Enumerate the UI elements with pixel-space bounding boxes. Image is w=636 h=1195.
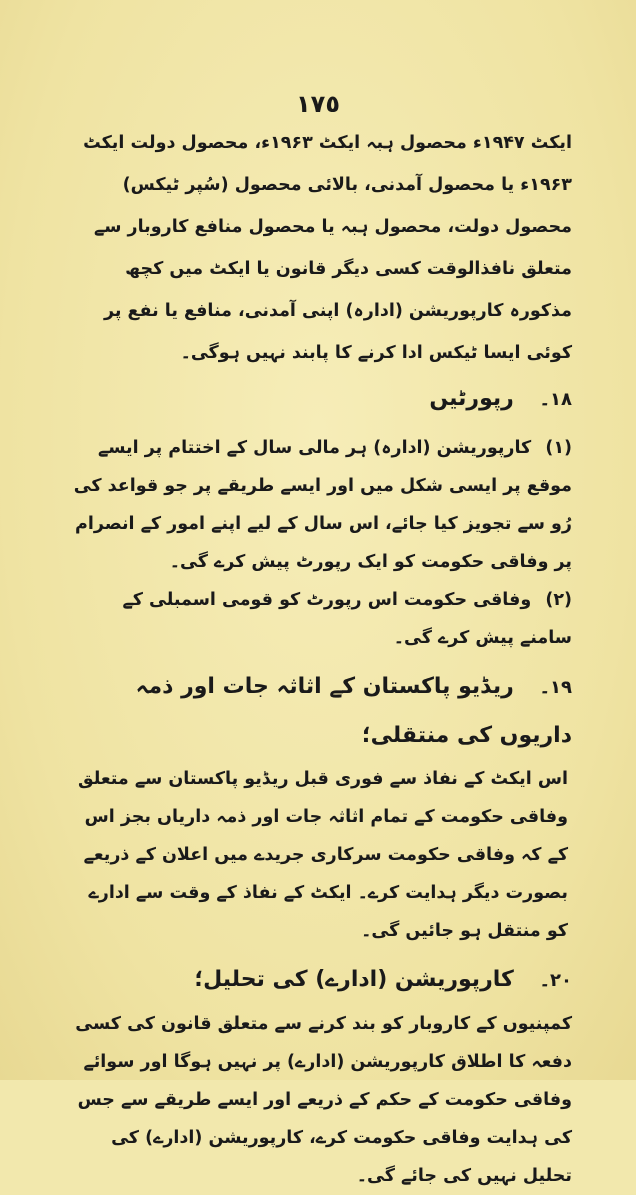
- subsection-1-text: کارپوریشن (ادارہ) ہر مالی سال کے اختتام پر ایسے موقع پر ایسی شکل میں اور ایسے طریقے پر جو قواعد کی رُو سے تجویز کیا جائے، اس سال کے لیے اپنے امور کے انصرام پر وفاقی حکومت کو ایک رپورٹ پیش کرے گی۔: [73, 438, 572, 572]
- section-20-paragraph: کمپنیوں کے کاروبار کو بند کرنے سے متعلق قانون کی کسی دفعہ کا اطلاق کارپوریشن (ادارے) پر نہیں ہوگا اور سوائے وفاقی حکومت کے حکم کے ذریعے اور ایسے طریقے سے جس کی ہدایت وفاقی حکومت کرے، کارپوریشن (ادارے) کی تحلیل نہیں کی جائے گی۔: [75, 1014, 572, 1186]
- page-body: [72, 122, 572, 1195]
- subsection-1-marker: (۱): [545, 438, 572, 458]
- section-18-number: ۱۸۔: [539, 389, 572, 410]
- section-20-number: ۲۰۔: [539, 970, 572, 991]
- section-20-title: کارپوریشن (ادارے) کی تحلیل؛: [194, 967, 514, 992]
- section-19-number: ۱۹۔: [539, 677, 572, 698]
- intro-paragraph: ایکٹ ۱۹۴۷ء محصول ہبہ ایکٹ ۱۹۶۳ء، محصول دولت ایکٹ ۱۹۶۳ء یا محصول آمدنی، بالائی محصول (سُپر ٹیکس) محصول دولت، محصول ہبہ یا محصول منافع کاروبار سے متعلق نافذالوقت کسی دیگر قانون یا ایکٹ میں کچھ مذکورہ کارپوریشن (ادارہ) اپنی آمدنی، منافع یا نفع پر کوئی ایسا ٹیکس ادا کرنے کا پابند نہیں ہوگی۔: [83, 133, 572, 363]
- section-19-paragraph: اس ایکٹ کے نفاذ سے فوری قبل ریڈیو پاکستان سے متعلق وفاقی حکومت کے تمام اثاثہ جات اور ذمہ داریاں بجز اس کے کہ وفاقی حکومت سرکاری جریدے میں اعلان کے ذریعے بصورت دیگر ہدایت کرے۔ ایکٹ کے نفاذ کے وقت سے ادارے کو منتقل ہو جائیں گی۔: [77, 769, 568, 941]
- subsection-2-marker: (۲): [545, 590, 572, 610]
- section-20-heading: [72, 956, 572, 1005]
- section-18-subsection-2: [72, 581, 572, 657]
- section-18-heading: [72, 376, 572, 423]
- subsection-2-text: وفاقی حکومت اس رپورٹ کو قومی اسمبلی کے سامنے پیش کرے گی۔: [122, 590, 572, 648]
- page-number: ١٧٥: [296, 90, 340, 118]
- section-19-title: ریڈیو پاکستان کے اثاثہ جات اور ذمہ داریوں کی منتقلی؛: [135, 674, 572, 748]
- section-18-title: رپورٹیں: [429, 386, 514, 411]
- section-18-subsection-1: [72, 429, 572, 581]
- section-19-heading: [72, 663, 572, 760]
